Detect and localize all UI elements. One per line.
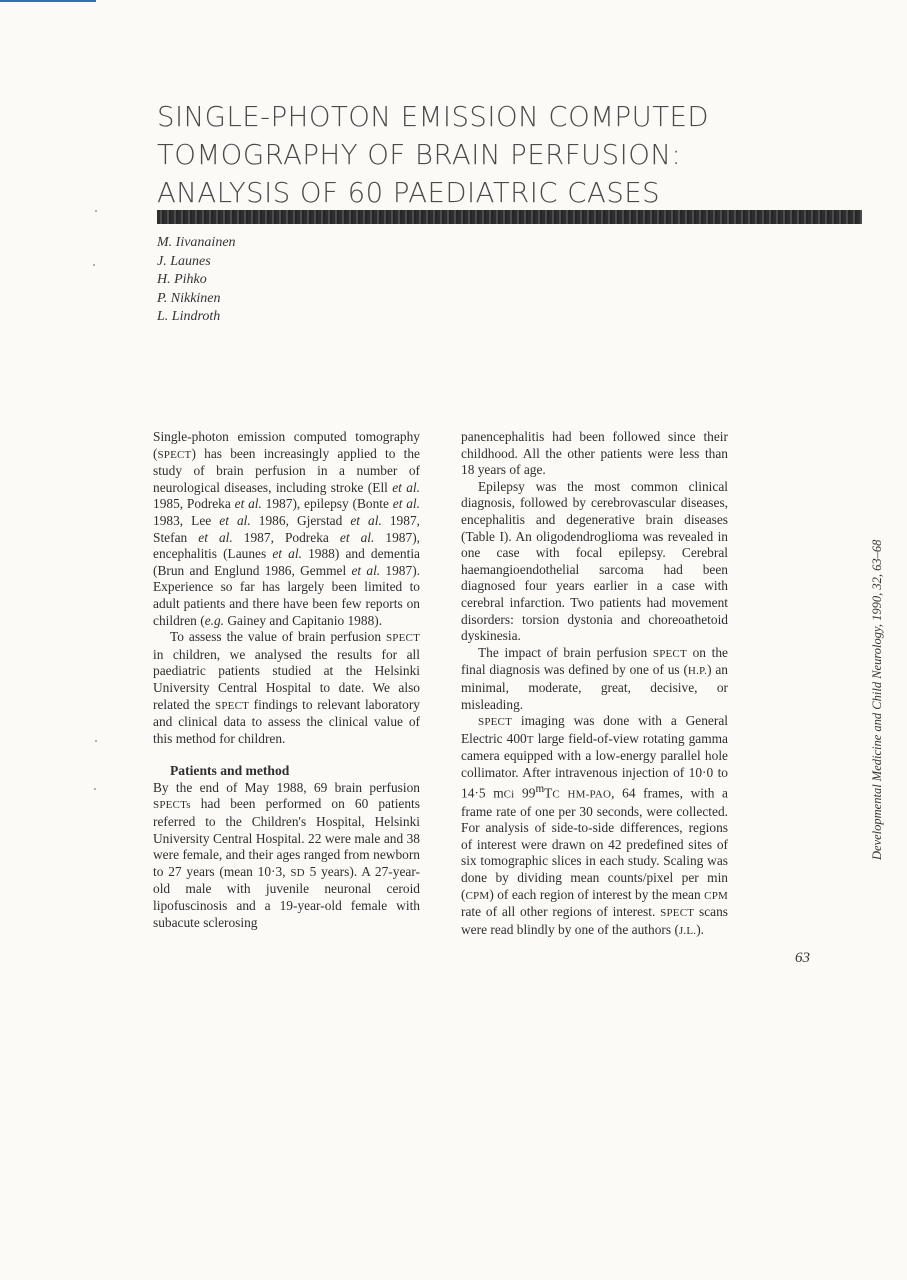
scan-speck	[94, 788, 96, 790]
author-name: M. Iivanainen	[157, 235, 236, 250]
intro-paragraph: Single-photon emission computed tomography (SPECT) has been increasingly applied to the study of brain perfusion in a number of neurological diseases, including stroke (Ell et al. 1985, Podreka et al. 1987), epilepsy (Bonte et al. 1983, Lee et al. 1986, Gjerstad et al. 1987, Stefan et al. 1987, Podreka et al. 1987), encephalitis (Launes et al. 1988) and dementia (Brun and Englund 1986, Gemmel et al. 1987). Experience so far has largely been limited to adult patients and there have been few reports on children (e.g. Gainey and Capitanio 1988).	[153, 429, 421, 628]
intro-paragraph: To assess the value of brain perfusion SPECT in children, we analysed the results for all paediatric patients studied at the Helsinki University Central Hospital to date. We also related the SPECT findings to relevant laboratory and clinical data to assess the clinical value of this method for children.	[153, 629, 420, 746]
author-name: L. Lindroth	[157, 309, 221, 324]
author-name: P. Nikkinen	[157, 290, 221, 306]
author-name: J. Launes	[157, 253, 211, 269]
title-line: SINGLE-PHOTON EMISSION COMPUTED	[157, 101, 710, 133]
top-edge-line	[0, 0, 96, 2]
author-list	[157, 234, 236, 327]
body-paragraph: The impact of brain perfusion SPECT on the final diagnosis was defined by one of us (H.P.) an minimal, moderate, great, decisive, or misleading.	[461, 644, 728, 712]
left-column	[153, 429, 420, 931]
article-title	[157, 98, 797, 212]
methods-paragraph: By the end of May 1988, 69 brain perfusion SPECTs had been performed on 60 patients referred to the Children's Hospital, Helsinki University Central Hospital. 22 were male and 38 were female, and their ages ranged from newborn to 27 years (mean 10·3, SD 5 years). A 27-year-old male with juvenile neuronal ceroid lipofuscinosis and a 19-year-old female with subacute sclerosing	[153, 779, 420, 930]
right-column	[461, 429, 728, 939]
body-paragraph: Epilepsy was the most common clinical diagnosis, followed by cerebrovascular diseases, encephalitis and degenerative brain diseases (Table I). An oligodendroglioma was revealed in one case with focal epilepsy. Cerebral haemangioendothelial sarcoma had been diagnosed four years earlier in a case with cerebral infarction. Two patients had movement disorders: torsion dystonia and choreoathetoid dyskinesia.	[461, 478, 728, 644]
title-rule-bar	[157, 210, 862, 224]
title-line: TOMOGRAPHY OF BRAIN PERFUSION:	[157, 139, 682, 171]
title-line: ANALYSIS OF 60 PAEDIATRIC CASES	[157, 177, 661, 209]
body-paragraph: SPECT imaging was done with a General Electric 400T large field-of-view rotating gamma camera equipped with a low-energy parallel hole collimator. After intravenous injection of 10·0 to 14·5 mCi 99$^m$TC HM-PAO, 64 frames, with a frame rate of one per 30 seconds, were collected. For analysis of side-to-side differences, regions of interest were drawn on 42 predefined sites of six tomographic slices in each study. Scaling was done by dividing mean counts/pixel per min (CPM) of each region of interest by the mean CPM rate of all other regions of interest. SPECT scans were read blindly by one of the authors (J.L.).	[461, 713, 728, 937]
scan-speck	[95, 210, 97, 212]
section-heading: Patients and method	[170, 763, 290, 779]
scan-speck	[95, 740, 97, 742]
journal-citation: Developmental Medicine and Child Neurology, 1990, 32, 63–68	[870, 539, 884, 860]
author-name: H. Pihko	[157, 272, 207, 287]
scan-speck	[93, 264, 95, 266]
page-number: 63	[795, 950, 810, 966]
body-paragraph: panencephalitis had been followed since their childhood. All the other patients were less than 18 years of age.	[461, 429, 728, 478]
